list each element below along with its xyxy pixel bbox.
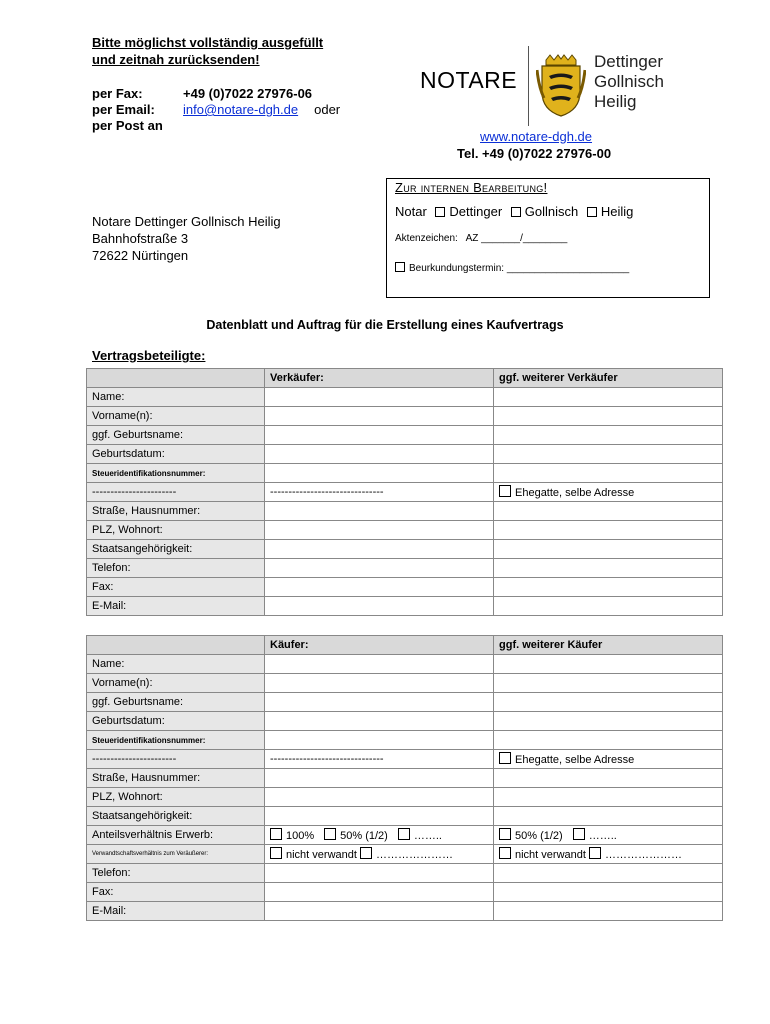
checkbox-nicht-verwandt[interactable] [270,847,282,859]
logo-name-heilig: Heilig [594,92,637,111]
checkbox-anteil-100[interactable] [270,828,282,840]
table-row [87,693,723,712]
seller2-vorname-cell[interactable] [494,407,723,426]
header-empty [87,369,265,388]
checkbox-ehegatte-buyer[interactable] [499,752,511,764]
table-row [87,655,723,674]
contact-methods [92,86,340,134]
row-label: Name: [87,655,265,674]
buyer2-telefon-cell[interactable] [494,864,723,883]
row-label: Straße, Hausnummer: [87,769,265,788]
checkbox-verwandt-other-2[interactable] [589,847,601,859]
buyer-vorname-cell[interactable] [265,674,494,693]
verwandt-options-buyer [265,845,494,864]
buyer-geburtsname-cell[interactable] [265,693,494,712]
checkbox-anteil2-other[interactable] [573,828,585,840]
seller2-name-cell[interactable] [494,388,723,407]
telephone: Tel. +49 (0)7022 27976-00 [457,146,612,161]
buyer2-geburtsdatum-cell[interactable] [494,712,723,731]
table-row [87,521,723,540]
logo-names [594,52,664,112]
table-row [87,540,723,559]
checkbox-heilig[interactable] [587,207,597,217]
seller-email-cell[interactable] [265,597,494,616]
table-row [87,578,723,597]
ehegatte-label: Ehegatte, selbe Adresse [515,754,635,766]
table-row [87,445,723,464]
row-label: ggf. Geburtsname: [87,693,265,712]
seller2-plz-cell[interactable] [494,521,723,540]
seller-strasse-cell[interactable] [265,502,494,521]
row-divider: ------------------------------- [265,483,494,502]
table-row [87,674,723,693]
seller2-email-cell[interactable] [494,597,723,616]
table-row [87,426,723,445]
seller2-steuer-cell[interactable] [494,464,723,483]
table-row [87,559,723,578]
buyer2-email-cell[interactable] [494,902,723,921]
buyer2-fax-cell[interactable] [494,883,723,902]
row-label: Steueridentifikationsnummer: [87,464,265,483]
anteil-options-buyer [265,826,494,845]
table-row [87,750,723,769]
seller-name-cell[interactable] [265,388,494,407]
option-heilig: Heilig [600,204,634,219]
table-row [87,845,723,864]
checkbox-anteil-other[interactable] [398,828,410,840]
row-label: Staatsangehörigkeit: [87,540,265,559]
header-seller: Verkäufer: [265,369,494,388]
seller-fax-cell[interactable] [265,578,494,597]
row-label: Telefon: [87,864,265,883]
row-label: Geburtsdatum: [87,712,265,731]
seller-staat-cell[interactable] [265,540,494,559]
address-line-2: Bahnhofstraße 3 [92,231,189,246]
row-label: E-Mail: [87,597,265,616]
ehegatte-label: Ehegatte, selbe Adresse [515,487,635,499]
table-row [87,788,723,807]
buyer2-staat-cell[interactable] [494,807,723,826]
row-label: PLZ, Wohnort: [87,788,265,807]
row-label: Fax: [87,578,265,597]
logo-name-gollnisch: Gollnisch [594,72,664,91]
header-further-seller: ggf. weiterer Verkäufer [494,369,723,388]
seller2-telefon-cell[interactable] [494,559,723,578]
buyer2-vorname-cell[interactable] [494,674,723,693]
logo-name-dettinger: Dettinger [594,52,663,71]
instructions [92,34,323,68]
table-row [87,807,723,826]
buyer-email-cell[interactable] [265,902,494,921]
seller2-strasse-cell[interactable] [494,502,723,521]
verwandt-other-label: ………………… [376,849,453,861]
row-label: Steueridentifikationsnummer: [87,731,265,750]
seller-telefon-cell[interactable] [265,559,494,578]
row-label: Name: [87,388,265,407]
email-link[interactable]: info@notare-dgh.de [183,102,299,117]
buyer-staat-cell[interactable] [265,807,494,826]
seller-plz-cell[interactable] [265,521,494,540]
table-row [87,902,723,921]
seller-geburtsname-cell[interactable] [265,426,494,445]
table-row [87,597,723,616]
anteil-50-label: 50% (1/2) [340,830,388,842]
header-further-buyer: ggf. weiterer Käufer [494,636,723,655]
anteil2-50-label: 50% (1/2) [515,830,563,842]
seller2-geburtsname-cell[interactable] [494,426,723,445]
row-label: Staatsangehörigkeit: [87,807,265,826]
anteil-options-buyer2 [494,826,723,845]
row-label: Fax: [87,883,265,902]
seller-steuer-cell[interactable] [265,464,494,483]
recipient-address [92,213,281,264]
table-row [87,388,723,407]
fax-number: +49 (0)7022 27976-06 [183,86,313,101]
buyer2-steuer-cell[interactable] [494,731,723,750]
anteil-other-label: …….. [413,830,442,842]
row-label: Verwandtschaftsverhältnis zum Veräußerer: [87,845,265,864]
coat-of-arms-icon [536,52,586,118]
seller-vorname-cell[interactable] [265,407,494,426]
buyer-plz-cell[interactable] [265,788,494,807]
checkbox-nicht-verwandt-2[interactable] [499,847,511,859]
nicht-verwandt-label: nicht verwandt [286,849,357,861]
logo-notare-text: NOTARE [420,67,518,93]
seller-geburtsdatum-cell[interactable] [265,445,494,464]
row-divider: ----------------------- [87,483,265,502]
email-label: per Email: [92,102,155,117]
ehegatte-cell[interactable] [494,483,723,502]
checkbox-dettinger[interactable] [435,207,445,217]
seller2-staat-cell[interactable] [494,540,723,559]
checkbox-anteil2-50[interactable] [499,828,511,840]
nicht-verwandt-2-label: nicht verwandt [515,849,586,861]
table-row [87,826,723,845]
checkbox-beurkundungstermin[interactable] [395,262,405,272]
post-label: per Post an [92,118,163,133]
instructions-line-2: und zeitnah zurücksenden! [92,52,260,67]
buyer2-geburtsname-cell[interactable] [494,693,723,712]
seller2-fax-cell[interactable] [494,578,723,597]
buyer-fax-cell[interactable] [265,883,494,902]
anteil-100-label: 100% [286,830,315,842]
table-row [87,769,723,788]
row-label: Vorname(n): [87,407,265,426]
buyer-name-cell[interactable] [265,655,494,674]
table-row [87,407,723,426]
table-header-row [87,636,723,655]
verwandt-options-buyer2 [494,845,723,864]
beurkundungstermin-field[interactable] [395,262,629,274]
email-or: oder [314,102,341,117]
table-row [87,883,723,902]
notar-label: Notar [395,204,427,219]
buyer2-plz-cell[interactable] [494,788,723,807]
header-buyer: Käufer: [265,636,494,655]
aktenzeichen-field[interactable]: Aktenzeichen: AZ _______/________ [395,233,568,244]
address-line-1: Notare Dettinger Gollnisch Heilig [92,214,281,229]
table-row [87,464,723,483]
buyer-steuer-cell[interactable] [265,731,494,750]
row-label: Straße, Hausnummer: [87,502,265,521]
ehegatte-cell[interactable] [494,750,723,769]
buyer-telefon-cell[interactable] [265,864,494,883]
fax-label: per Fax: [92,86,143,101]
option-gollnisch: Gollnisch [524,204,579,219]
header-empty [87,636,265,655]
table-row [87,731,723,750]
buyer-strasse-cell[interactable] [265,769,494,788]
address-line-3: 72622 Nürtingen [92,248,189,263]
row-divider: ------------------------------- [265,750,494,769]
checkbox-gollnisch[interactable] [511,207,521,217]
logo-divider [528,46,529,126]
row-label: PLZ, Wohnort: [87,521,265,540]
seller2-geburtsdatum-cell[interactable] [494,445,723,464]
row-label: Telefon: [87,559,265,578]
row-label: Vorname(n): [87,674,265,693]
checkbox-ehegatte-seller[interactable] [499,485,511,497]
row-label: Anteilsverhältnis Erwerb: [87,826,265,845]
seller-table [86,368,723,616]
instructions-line-1: Bitte möglichst vollständig ausgefüllt [92,35,324,50]
checkbox-anteil-50[interactable] [324,828,336,840]
row-label: ggf. Geburtsname: [87,426,265,445]
internal-processing-title: Zur internen Bearbeitung! [395,180,548,195]
table-row [87,712,723,731]
buyer-table [86,635,723,921]
option-dettinger: Dettinger [449,204,503,219]
document-title: Datenblatt und Auftrag für die Erstellung eines Kaufvertrags [206,318,564,332]
table-header-row [87,369,723,388]
row-divider: ----------------------- [87,750,265,769]
row-label: E-Mail: [87,902,265,921]
notar-selection [395,204,633,219]
table-row [87,864,723,883]
row-label: Geburtsdatum: [87,445,265,464]
verwandt-other-2-label: ………………… [605,849,682,861]
beurkundungstermin-label: Beurkundungstermin: ______________________ [409,263,630,274]
section-title: Vertragsbeteiligte: [92,348,206,363]
anteil2-other-label: …….. [588,830,617,842]
table-row [87,502,723,521]
buyer-geburtsdatum-cell[interactable] [265,712,494,731]
checkbox-verwandt-other[interactable] [360,847,372,859]
buyer2-name-cell[interactable] [494,655,723,674]
buyer2-strasse-cell[interactable] [494,769,723,788]
website-link[interactable]: www.notare-dgh.de [480,129,593,144]
table-row [87,483,723,502]
